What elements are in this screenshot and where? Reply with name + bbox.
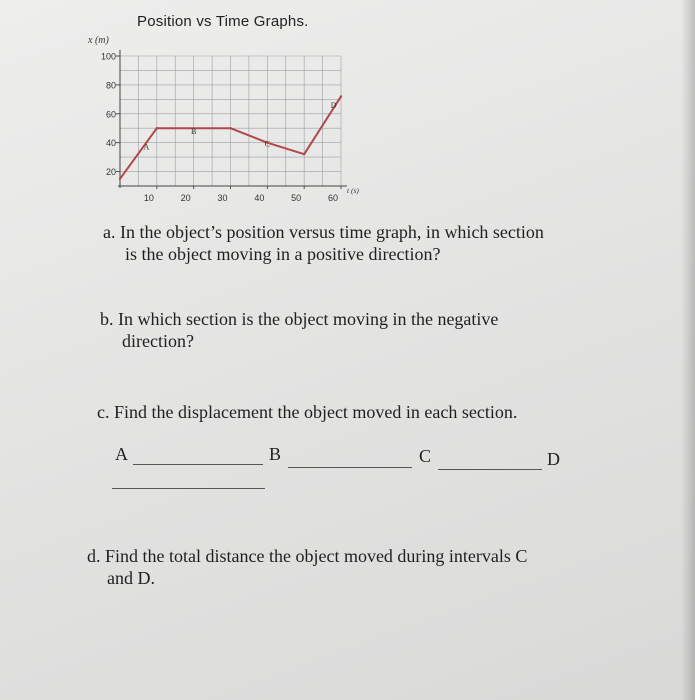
y-tick-label: 100: [100, 51, 116, 62]
x-tick-label: 50: [291, 193, 302, 203]
question-a-line1: a. In the object’s position versus time graph, in which section: [103, 222, 544, 242]
chart-title: Position vs Time Graphs.: [137, 13, 309, 30]
question-d-line2: and D.: [107, 568, 155, 588]
chart-grid: [120, 56, 341, 186]
section-label: C: [264, 139, 271, 149]
section-label: D: [330, 101, 337, 110]
blank-label-a: A: [115, 444, 128, 464]
y-tick-label: 60: [105, 109, 116, 120]
section-label: B: [190, 127, 197, 137]
question-a-line2: is the object moving in a positive direction?: [125, 244, 441, 264]
question-d-line1: d. Find the total distance the object moved during intervals C: [87, 546, 528, 566]
data-point: [340, 95, 342, 97]
answer-line-d[interactable]: [112, 488, 265, 489]
x-tick-label: 60: [327, 193, 339, 203]
x-tick-label: 40: [254, 193, 265, 203]
question-b-line1: b. In which section is the object moving in the negative: [100, 309, 499, 329]
y-tick-label: 40: [105, 138, 116, 149]
question-b-line2: direction?: [122, 331, 194, 351]
answer-line-b[interactable]: [288, 467, 412, 468]
data-point: [119, 178, 121, 180]
answer-line-a[interactable]: [133, 464, 263, 465]
answer-line-c[interactable]: [438, 469, 542, 470]
data-point: [156, 127, 158, 129]
question-c: c. Find the displacement the object moved in each section.: [97, 402, 518, 422]
x-tick-label: 10: [143, 193, 154, 203]
blank-label-b: B: [269, 444, 282, 464]
y-tick-label: 80: [105, 80, 116, 91]
blank-label-c: C: [419, 446, 432, 466]
position-time-chart: [0, 0, 695, 215]
photo-edge-shadow: [681, 0, 695, 700]
question-b: [100, 308, 600, 352]
x-tick-label: 30: [217, 193, 228, 203]
blank-label-d: D: [547, 449, 560, 469]
question-a: [103, 221, 623, 265]
x-axis-label: t (s): [347, 186, 359, 195]
data-point: [229, 127, 231, 129]
data-point: [303, 153, 305, 155]
y-tick-label: 20: [105, 167, 116, 178]
question-d: [87, 545, 647, 589]
x-tick-label: 20: [180, 193, 191, 203]
y-axis-label: x (m): [88, 35, 109, 46]
section-label: A: [143, 142, 150, 152]
